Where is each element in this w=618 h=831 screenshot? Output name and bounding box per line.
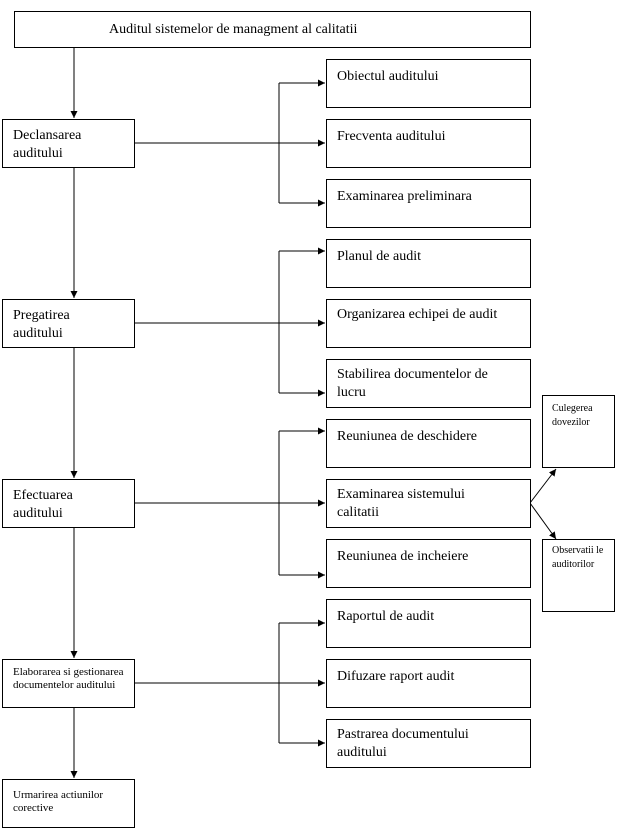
step-label: Examinarea sistemului calitatii <box>337 487 465 520</box>
stage-3-label: Efectuarea auditului <box>13 488 73 521</box>
step-label: Stabilirea documentelor de lucru <box>337 367 488 400</box>
side-note-box <box>542 539 615 612</box>
step-box <box>326 299 531 348</box>
step-label: Organizarea echipei de audit <box>337 307 498 322</box>
step-box <box>326 719 531 768</box>
step-box <box>326 659 531 708</box>
stage-2-label: Pregatirea auditului <box>13 308 70 341</box>
step-label: Obiectul auditului <box>337 69 439 84</box>
title-box <box>14 11 531 48</box>
step-box <box>326 119 531 168</box>
side-note-box <box>542 395 615 468</box>
side-note-label: Culegerea dovezilor <box>552 403 593 428</box>
stage-1-box <box>2 119 135 168</box>
title-label: Auditul sistemelor de managment al calitatii <box>109 22 358 37</box>
step-label: Difuzare raport audit <box>337 669 455 684</box>
stage-2-box <box>2 299 135 348</box>
stage-3-box <box>2 479 135 528</box>
stage-5-box <box>2 779 135 828</box>
step-label: Frecventa auditului <box>337 129 446 144</box>
step-box <box>326 419 531 468</box>
stage-4-box <box>2 659 135 708</box>
step-box <box>326 539 531 588</box>
side-note-label: Observatii le auditorilor <box>552 545 604 570</box>
step-box <box>326 359 531 408</box>
stage-5-label: Urmarirea actiunilor corective <box>13 789 104 814</box>
stage-1-label: Declansarea auditului <box>13 128 82 161</box>
step-label: Reuniunea de deschidere <box>337 429 477 444</box>
step-box <box>326 59 531 108</box>
step-label: Raportul de audit <box>337 609 435 624</box>
step-box <box>326 479 531 528</box>
step-box <box>326 599 531 648</box>
arrow-to-side-note-1 <box>530 469 556 503</box>
step-label: Examinarea preliminara <box>337 189 472 204</box>
stage-4-label: Elaborarea si gestionarea documentelor auditului <box>13 666 124 691</box>
step-label: Pastrarea documentului auditului <box>337 727 469 760</box>
step-box <box>326 179 531 228</box>
step-label: Reuniunea de incheiere <box>337 549 469 564</box>
arrow-to-side-note-2 <box>530 503 556 539</box>
step-label: Planul de audit <box>337 249 421 264</box>
step-box <box>326 239 531 288</box>
